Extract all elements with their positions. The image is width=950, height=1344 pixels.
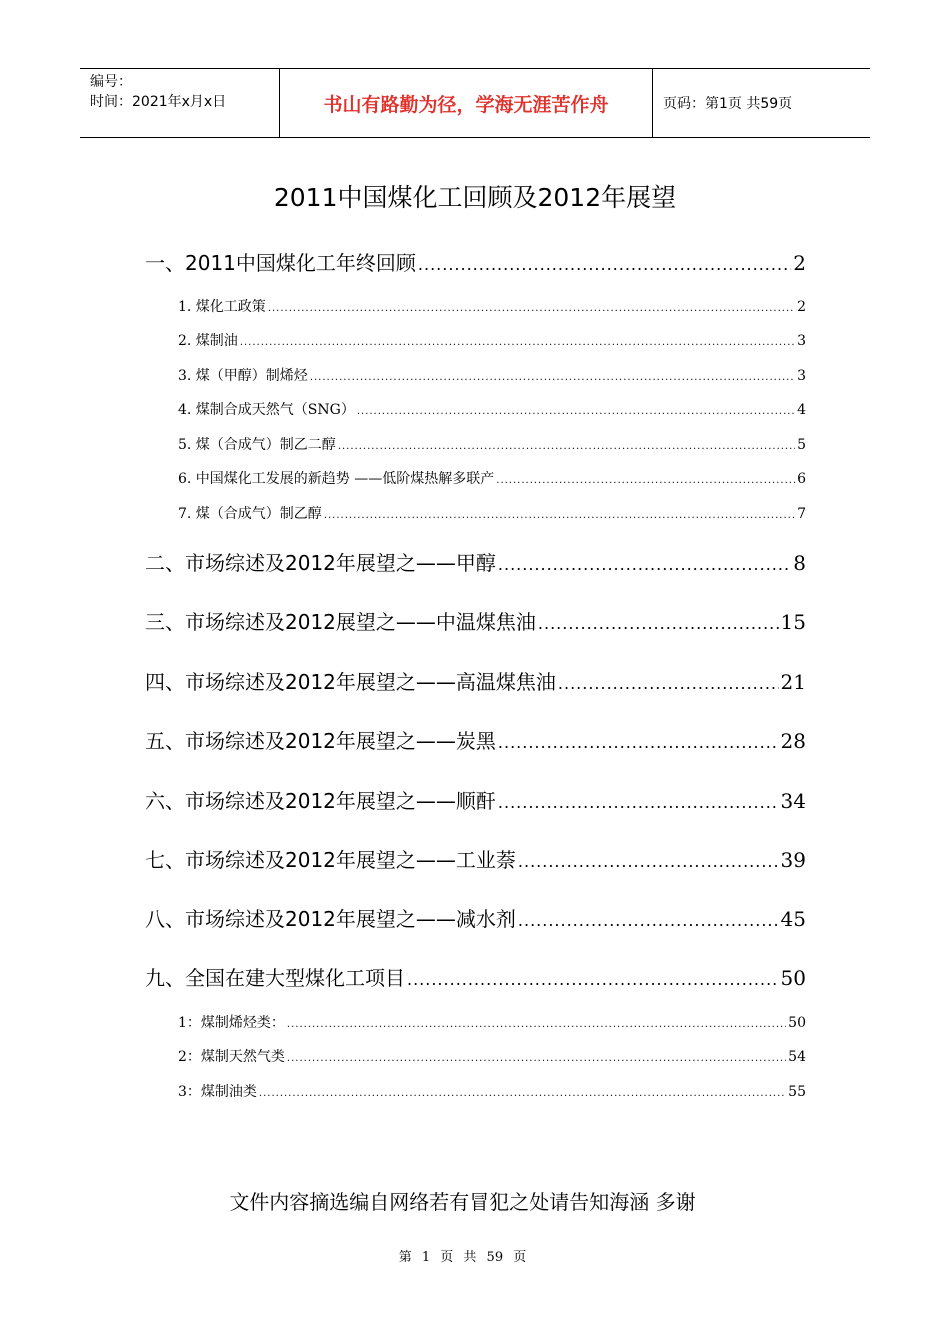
toc-entry-page: 5 [797,437,806,453]
toc-leader [357,406,795,417]
toc-entry[interactable] [178,468,806,488]
document-time: 时间：2021年x月x日 [90,94,227,110]
toc-entry-page: 7 [797,506,806,522]
toc-entry-page: 50 [788,1015,806,1031]
toc-entry-page: 55 [788,1084,806,1100]
footer-disclaimer: 文件内容摘选编自网络若有冒犯之处请告知海涵 多谢 [229,1190,696,1214]
toc-entry-page: 2 [797,299,806,315]
toc-entry[interactable] [145,962,806,991]
toc-entry[interactable] [178,296,806,316]
toc-entry-page: 39 [780,848,806,872]
toc-entry-text: 五、市场综述及2012年展望之——炭黑 [145,729,496,753]
toc-leader [338,441,795,452]
toc-entry[interactable] [178,1012,806,1032]
toc-entry-text: 六、市场综述及2012年展望之——顺酐 [145,789,496,813]
toc-entry[interactable] [145,247,806,276]
toc-entry-page: 34 [780,789,806,813]
toc-entry[interactable] [145,606,806,635]
toc-entry-text: 二、市场综述及2012年展望之——甲醇 [145,551,496,575]
toc-entry-page: 54 [788,1049,806,1065]
toc-entry[interactable] [145,666,806,695]
header-motto: 书山有路勤为径，学海无涯苦作舟 [280,69,653,137]
toc-entry[interactable] [145,785,806,814]
toc-entry-text: 7. 煤（合成气）制乙醇 [178,506,322,522]
header-page-info: 页码：第1页 共59页 [663,96,793,112]
toc-entry[interactable] [178,503,806,523]
toc-entry[interactable] [178,399,806,419]
toc-leader [498,555,791,574]
toc-entry[interactable] [178,330,806,350]
toc-entry-page: 50 [780,966,806,990]
toc-entry-text: 三、市场综述及2012展望之——中温煤焦油 [145,610,536,634]
toc-leader [518,911,779,930]
toc-leader [240,337,795,348]
toc-entry-text: 七、市场综述及2012年展望之——工业萘 [145,848,516,872]
toc-leader [496,475,795,486]
toc-entry-text: 四、市场综述及2012年展望之——高温煤焦油 [145,670,556,694]
toc-entry-text: 1. 煤化工政策 [178,299,266,315]
toc-entry[interactable] [178,1046,806,1066]
toc-leader [418,255,791,274]
toc-entry-page: 6 [797,471,806,487]
toc-entry-page: 21 [780,670,806,694]
toc-entry-text: 一、2011中国煤化工年终回顾 [145,251,416,275]
toc-entry-text: 1：煤制烯烃类： [178,1015,285,1031]
toc-entry-page: 28 [780,729,806,753]
toc-entry-page: 3 [797,333,806,349]
toc-entry[interactable] [178,1081,806,1101]
toc-leader [287,1019,786,1030]
toc-entry-text: 八、市场综述及2012年展望之——减水剂 [145,907,516,931]
toc-entry-text: 2：煤制天然气类 [178,1049,285,1065]
toc-entry-page: 2 [793,251,806,275]
toc-entry[interactable] [178,365,806,385]
header-meta [80,69,280,137]
toc-leader [324,510,795,521]
toc-entry-page: 4 [797,402,806,418]
document-title: 2011中国煤化工回顾及2012年展望 [273,183,677,212]
toc-leader [518,852,779,871]
toc-entry-page: 45 [780,907,806,931]
toc-entry-text: 4. 煤制合成天然气（SNG） [178,402,355,418]
toc-entry-text: 3. 煤（甲醇）制烯烃 [178,368,308,384]
toc-entry-text: 6. 中国煤化工发展的新趋势 ——低阶煤热解多联产 [178,471,495,487]
toc-entry[interactable] [178,434,806,454]
toc-leader [259,1088,786,1099]
toc-entry-page: 8 [793,551,806,575]
page-header [80,68,870,138]
toc-entry[interactable] [145,903,806,932]
document-code: 编号： [90,74,132,90]
toc-entry[interactable] [145,844,806,873]
toc-leader [287,1053,786,1064]
toc-leader [498,793,779,812]
toc-leader [268,303,795,314]
toc-leader [538,614,779,633]
toc-entry[interactable] [145,725,806,754]
toc-leader [558,674,779,693]
toc-entry-page: 15 [780,610,806,634]
page-number: 第 1 页 共 59 页 [398,1250,527,1265]
toc-entry-text: 2. 煤制油 [178,333,238,349]
toc-leader [498,733,779,752]
toc-leader [310,372,795,383]
toc-entry-text: 5. 煤（合成气）制乙二醇 [178,437,336,453]
toc-entry-text: 九、全国在建大型煤化工项目 [145,966,405,990]
toc-leader [407,970,779,989]
toc-entry-text: 3：煤制油类 [178,1084,257,1100]
toc-entry-page: 3 [797,368,806,384]
toc-entry[interactable] [145,547,806,576]
